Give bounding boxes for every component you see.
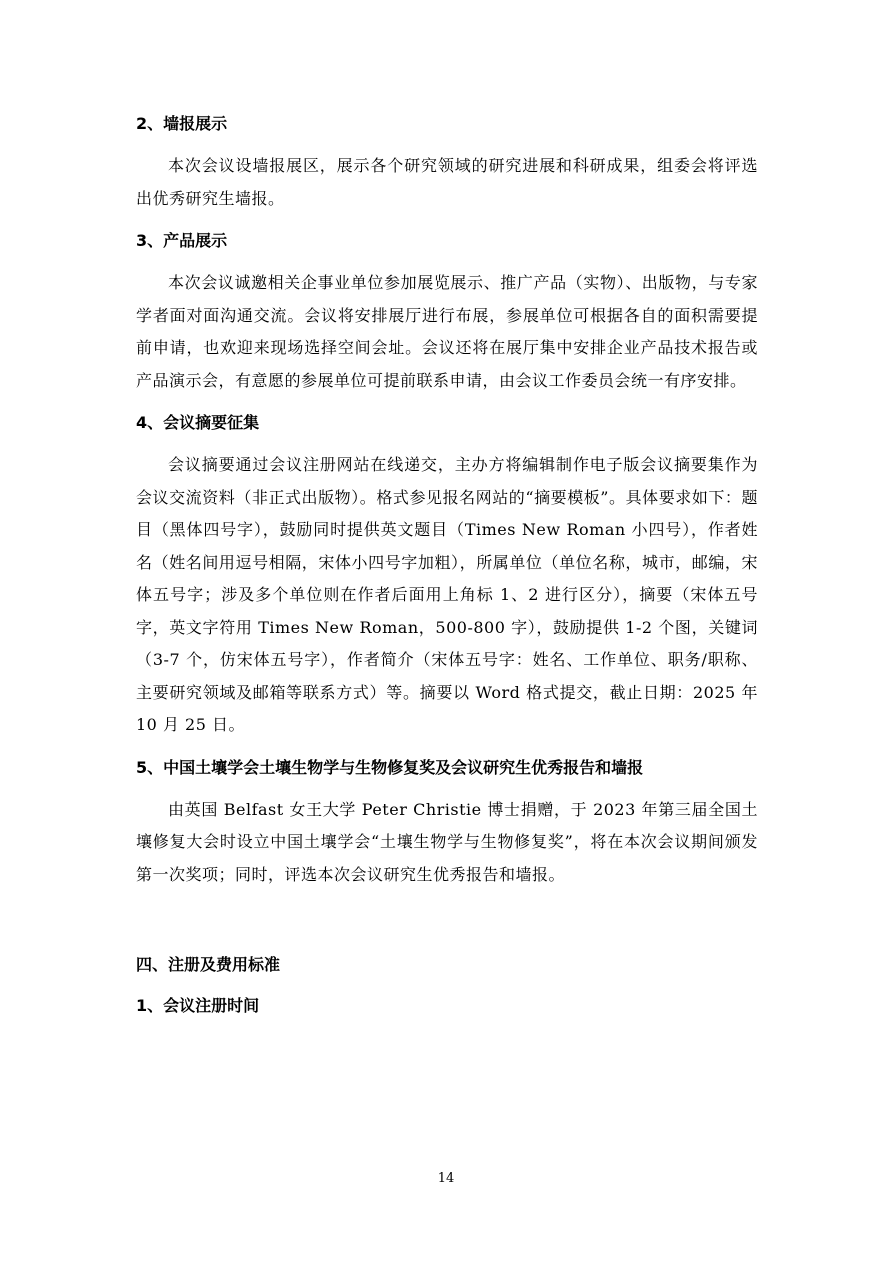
document-body <box>136 112 758 1018</box>
heading-registration-time: 1、会议注册时间 <box>136 996 260 1015</box>
heading-product-display: 3、产品展示 <box>136 231 228 250</box>
heading-poster-display: 2、墙报展示 <box>136 114 228 133</box>
heading-award: 5、中国土壤学会土壤生物学与生物修复奖及会议研究生优秀报告和墙报 <box>136 757 644 777</box>
paragraph-award: 由英国 Belfast 女王大学 Peter Christie 博士捐赠，于 2023 年第三届全国土壤修复大会时设立中国土壤学会“土壤生物学与生物修复奖”，将在本次会议期间颁发第一次奖项；同时，评选本次会议研究生优秀报告和墙报。 <box>136 799 758 884</box>
heading-registration-fees: 四、注册及费用标准 <box>136 955 281 974</box>
paragraph-poster-display: 本次会议设墙报展区，展示各个研究领域的研究进展和科研成果，组委会将评选出优秀研究生墙报。 <box>136 156 758 208</box>
paragraph-product-display: 本次会议诚邀相关企事业单位参加展览展示、推广产品（实物）、出版物，与专家学者面对面沟通交流。会议将安排展厅进行布展，参展单位可根据各自的面积需要提前申请，也欢迎来现场选择空间会址。会议还将在展厅集中安排企业产品技术报告或产品演示会，有意愿的参展单位可提前联系申请，由会议工作委员会统一有序安排。 <box>136 273 758 390</box>
paragraph-abstract-collection: 会议摘要通过会议注册网站在线递交，主办方将编辑制作电子版会议摘要集作为会议交流资料（非正式出版物）。格式参见报名网站的“摘要模板”。具体要求如下：题目（黑体四号字），鼓励同时提供英文题目（Times New Roman 小四号），作者姓名（姓名间用逗号相隔，宋体小四号字加粗），所属单位（单位名称，城市，邮编，宋体五号字；涉及多个单位则在作者后面用上角标 1、2 进行区分），摘要（宋体五号字，英文字符用 Times New Roman，500-800 字），鼓励提供 1-2 个图，关键词（3-7 个，仿宋体五号字），作者简介（宋体五号字：姓名、工作单位、职务/职称、主要研究领域及邮箱等联系方式）等。摘要以 Word 格式提交，截止日期：2025 年 10 月 25 日。 <box>136 455 758 734</box>
heading-abstract-collection: 4、会议摘要征集 <box>136 413 260 432</box>
page-number: 14 <box>437 1171 455 1186</box>
